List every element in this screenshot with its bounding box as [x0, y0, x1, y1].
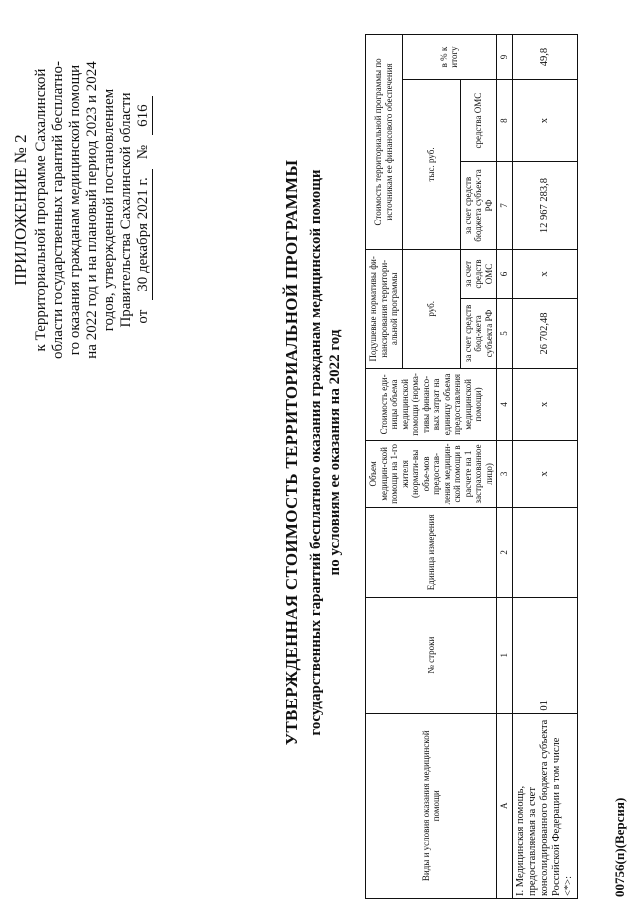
header-norm: Подушевые нормативы фи-нансирования территори-альной программы — [366, 249, 403, 368]
header-cost: Стоимость еди-ницы объема медицинской помощи (норма-тивы финансо-вых затрат на единицу объема предоставления медицинской помощи) — [366, 368, 497, 440]
appendix-line: го оказания гражданам медицинской помощи — [67, 64, 83, 356]
header-trub: тыс. руб. — [402, 80, 460, 250]
heading-title: УТВЕРЖДЕННАЯ СТОИМОСТЬ ТЕРРИТОРИАЛЬНОЙ ПРОГРАММЫ — [282, 159, 301, 746]
row-total-oms: х — [512, 80, 577, 162]
header-total-budget: за счет средств бюджета субъек-та РФ — [460, 162, 497, 250]
heading-subtitle: государственных гарантий бесплатного оказания гражданам медицинской помощи — [308, 169, 324, 736]
row-unit — [512, 507, 577, 597]
appendix-title: ПРИЛОЖЕНИЕ № 2 — [11, 134, 30, 286]
appendix-line: годов, утвержденной постановлением — [101, 88, 117, 332]
appendix-date: 30 декабря 2021 г. — [135, 169, 153, 300]
column-number: А — [497, 713, 513, 898]
row-norm-oms: х — [512, 249, 577, 298]
header-norm-budget: за счет средств бюд-жета субъекта РФ — [460, 299, 497, 369]
column-number-row — [497, 35, 513, 899]
cost-table — [365, 34, 578, 899]
appendix-line: к Территориальной программе Сахалинской — [33, 68, 49, 352]
row-volume: х — [512, 441, 577, 508]
column-number: 9 — [497, 35, 513, 80]
header-row-number: № строки — [366, 597, 497, 713]
column-number: 6 — [497, 249, 513, 298]
row-percent: 49,8 — [512, 35, 577, 80]
document-heading — [282, 0, 344, 905]
header-unit: Единица измерения — [366, 507, 497, 597]
header-rub: руб. — [402, 249, 460, 368]
number-label: № — [135, 144, 151, 160]
row-cost: х — [512, 368, 577, 440]
row-code: 01 — [512, 597, 577, 713]
row-name: I. Медицинская помощь, предоставляемая за счет консолидированного бюджета субъекта Российской Федерации в том числе <*>: — [512, 713, 577, 898]
header-percent: в % к итогу — [402, 35, 497, 80]
column-number: 4 — [497, 368, 513, 440]
column-number: 5 — [497, 299, 513, 369]
header-volume: Объем медицин-ской помощи на 1-го жителя (нормати-вы объе-мов предостав-ления медицин-ской помощи в расчете на 1 застрахованное лицо) — [366, 441, 497, 508]
column-number: 7 — [497, 162, 513, 250]
header-kind: Виды и условия оказания медицинской помощи — [366, 713, 497, 898]
table-row — [512, 35, 577, 899]
from-label: от — [135, 309, 151, 324]
footer-code: 00756(п)(Версия) — [612, 797, 627, 897]
column-number: 3 — [497, 441, 513, 508]
appendix-date-line — [135, 20, 153, 400]
header-total: Стоимость территориальной программы по источникам ее финансового обеспечения — [366, 35, 403, 250]
appendix-line: Правительства Сахалинской области — [118, 92, 134, 328]
appendix-block — [12, 20, 153, 400]
header-norm-oms: за счет средств ОМС — [460, 249, 497, 298]
column-number: 8 — [497, 80, 513, 162]
column-number: 1 — [497, 597, 513, 713]
row-total-budget: 12 967 283,8 — [512, 162, 577, 250]
heading-subtitle-2: по условиям ее оказания на 2022 год — [327, 329, 343, 576]
appendix-number: 616 — [135, 96, 153, 135]
row-norm-budget: 26 702,48 — [512, 299, 577, 369]
appendix-line: области государственных гарантий бесплатно- — [50, 61, 66, 359]
appendix-line: на 2022 год и на плановый период 2023 и 2024 — [84, 61, 100, 359]
header-total-oms: средства ОМС — [460, 80, 497, 162]
column-number: 2 — [497, 507, 513, 597]
